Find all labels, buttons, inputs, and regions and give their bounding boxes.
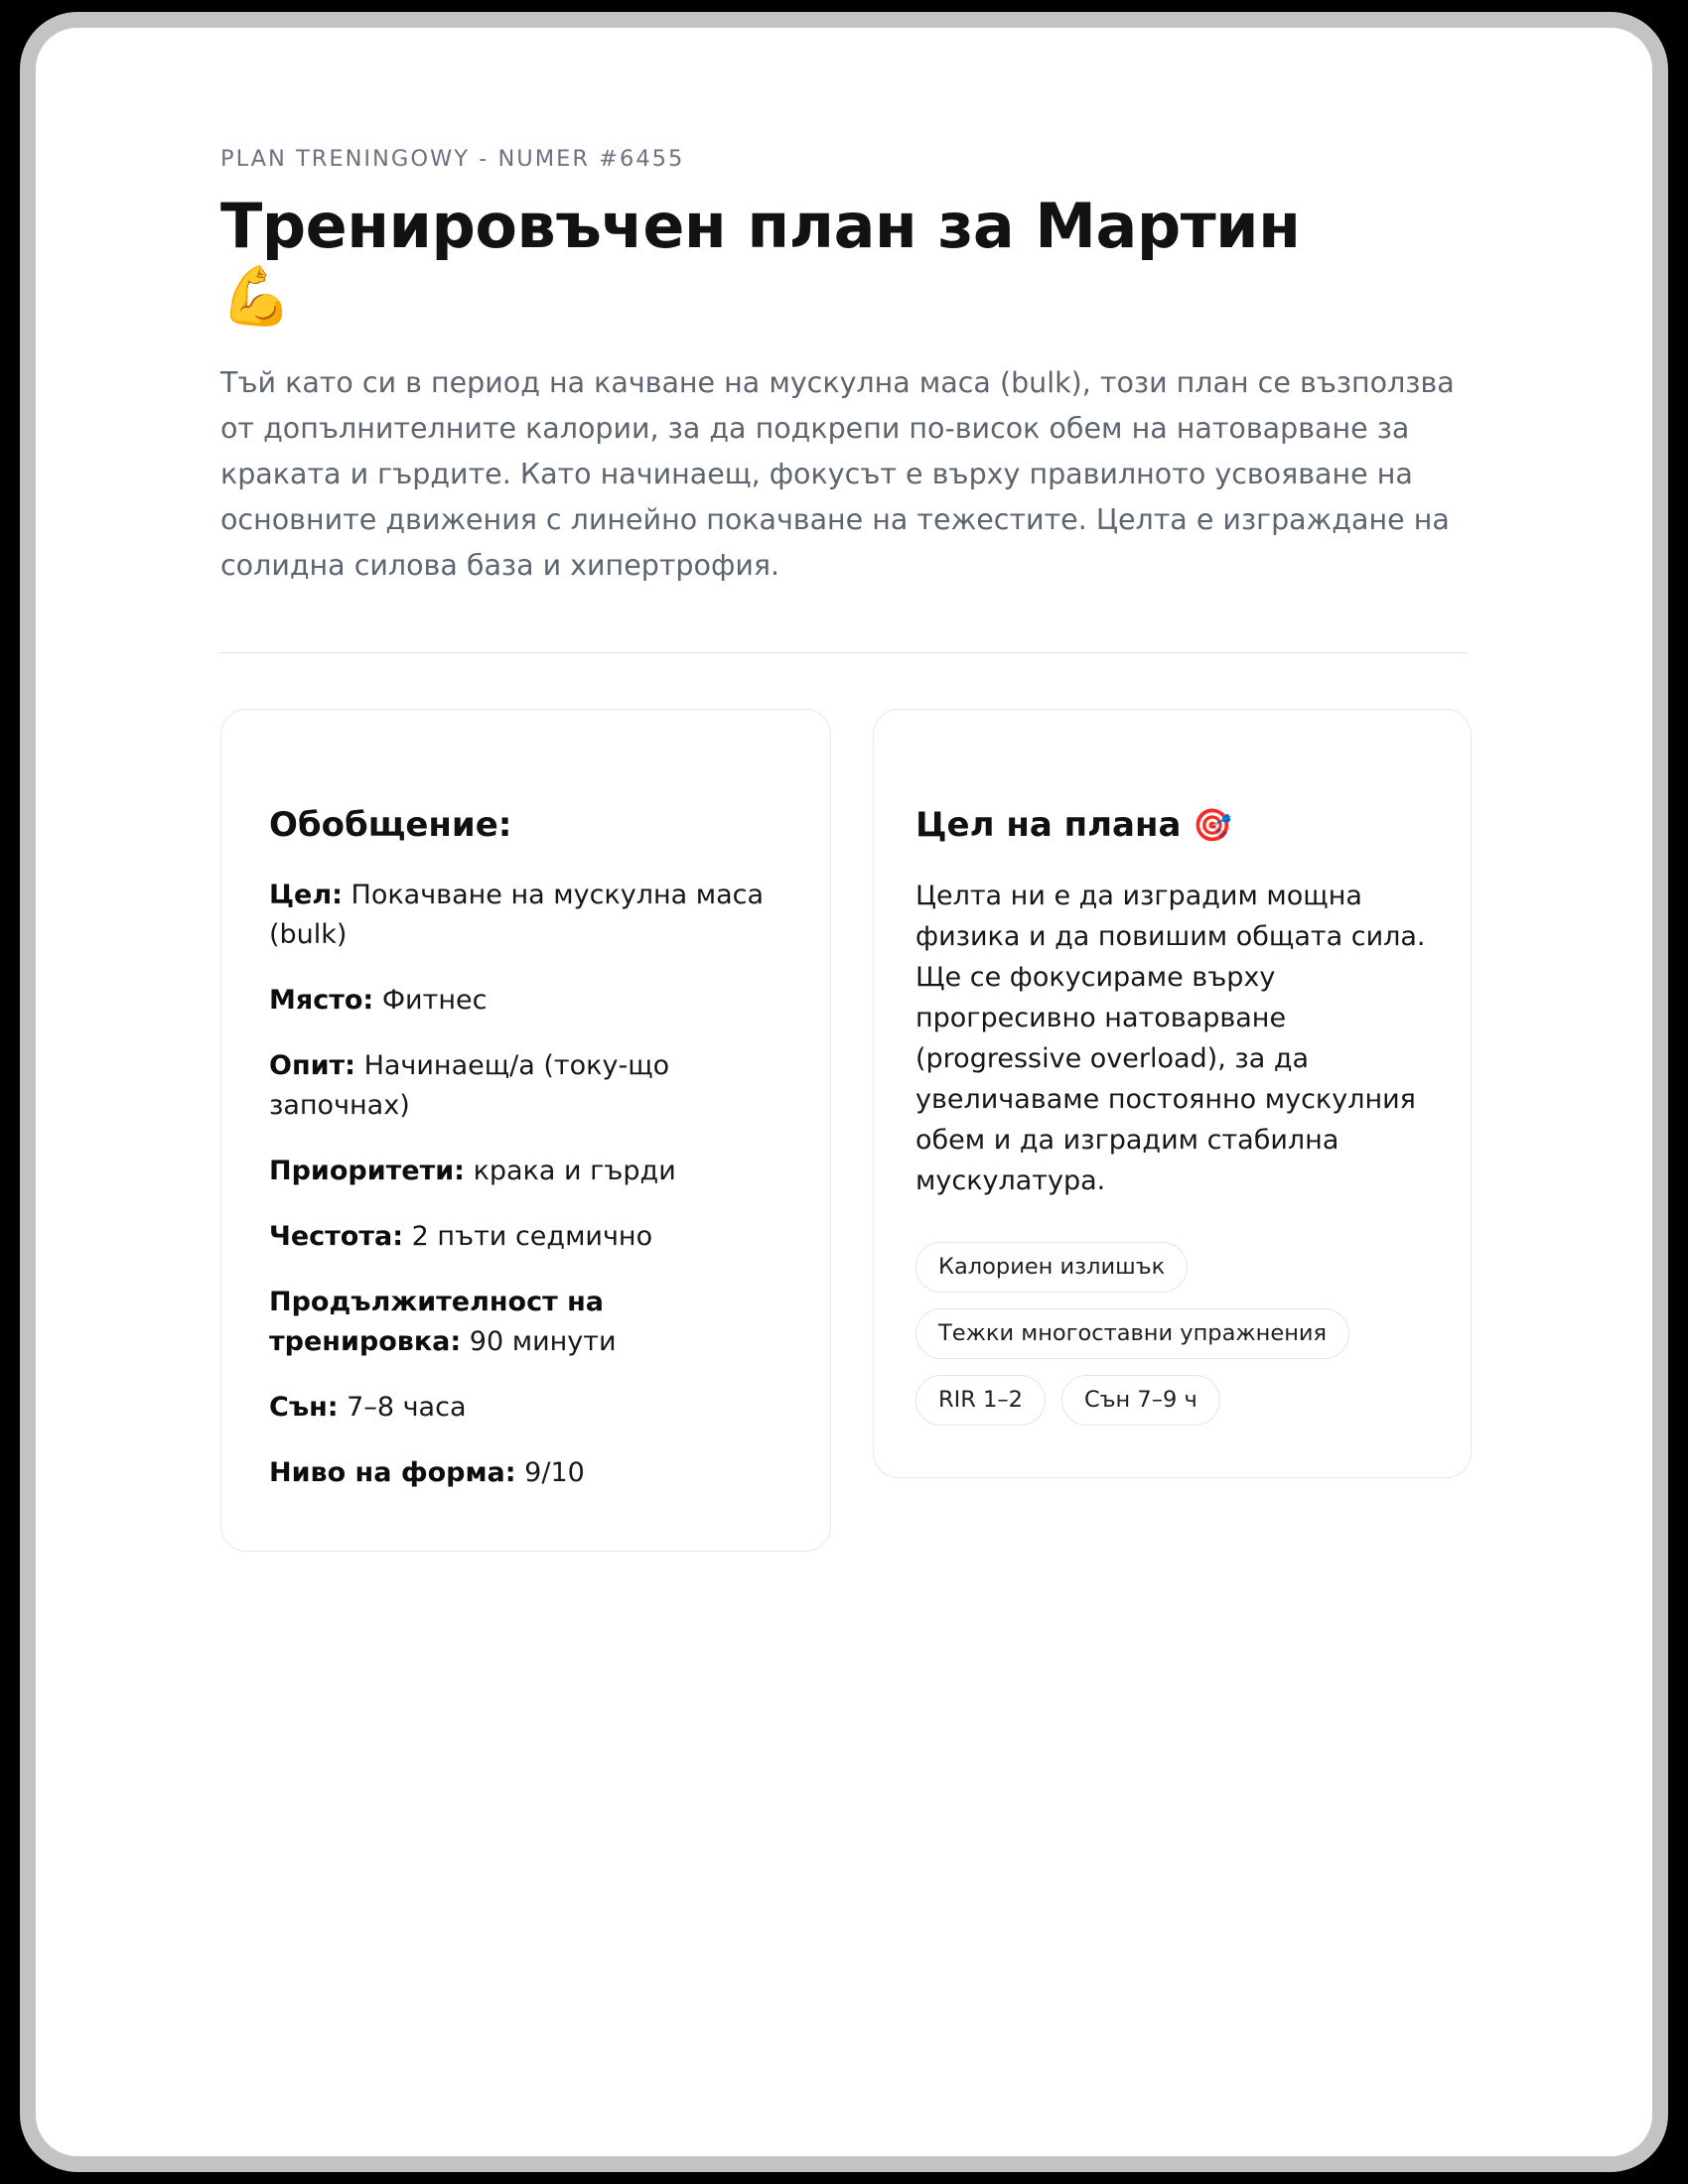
summary-item-value: 9/10 — [524, 1456, 585, 1488]
summary-item — [269, 1283, 782, 1362]
summary-item — [269, 876, 782, 955]
plan-kicker: PLAN TRENINGOWY - NUMER #6455 — [220, 146, 685, 172]
summary-item — [269, 1453, 782, 1493]
goal-tag[interactable]: Сън 7–9 ч — [1061, 1375, 1220, 1426]
summary-item-label: Цел: — [269, 880, 343, 911]
summary-item-label: Продължителност на тренировка: — [269, 1286, 604, 1357]
target-icon: 🎯 — [1193, 806, 1233, 845]
summary-item-label: Сън: — [269, 1391, 339, 1423]
page-content — [36, 28, 1652, 1552]
summary-item — [269, 1217, 782, 1257]
summary-card-title: Обобщение: — [269, 805, 512, 846]
summary-item-label: Място: — [269, 985, 374, 1017]
goal-card — [873, 709, 1472, 1477]
page-title-text: Тренировъчен план за Мартин — [220, 190, 1301, 263]
summary-item — [269, 981, 782, 1021]
summary-item-value: Фитнес — [381, 985, 488, 1017]
summary-item — [269, 1152, 782, 1191]
goal-tag[interactable]: Калориен излишък — [915, 1242, 1188, 1293]
summary-item-label: Ниво на форма: — [269, 1456, 516, 1488]
section-divider — [220, 652, 1467, 653]
page-title — [220, 190, 1511, 330]
goal-tag[interactable]: Тежки многоставни упражнения — [915, 1308, 1349, 1359]
cards-row — [220, 709, 1472, 1551]
intro-paragraph: Тъй като си в период на качване на мускулна маса (bulk), този план се възползва от допълнителните калории, за да подкрепи по-висок обем на натоварване за краката и гърдите. Като начинаещ, фокусът е върху правилното усвояване на основните движения с линейно покачване на тежестите. Целта е изграждане на солидна силова база и хипертрофия. — [220, 365, 1455, 583]
summary-item-label: Опит: — [269, 1050, 355, 1082]
summary-item — [269, 1046, 782, 1126]
flexed-biceps-icon: 💪 — [220, 261, 292, 330]
goal-tag-list — [915, 1242, 1342, 1426]
summary-item-value: 90 минути — [469, 1325, 617, 1357]
summary-item-value: Начинаещ/а (току-що започнах) — [269, 1050, 670, 1122]
summary-item-value: крака и гърди — [473, 1156, 676, 1187]
summary-item — [269, 1388, 782, 1428]
summary-item-value: 2 пъти седмично — [411, 1220, 653, 1252]
goal-card-title-text: Цел на плана — [915, 805, 1182, 846]
summary-item-label: Честота: — [269, 1220, 403, 1252]
summary-item-value: 7–8 часа — [347, 1391, 467, 1423]
device-frame — [20, 12, 1668, 2172]
summary-item-value: Покачване на мускулна маса (bulk) — [269, 880, 765, 951]
document-page — [36, 28, 1652, 2156]
goal-tag[interactable]: RIR 1–2 — [915, 1375, 1046, 1426]
summary-card — [220, 709, 831, 1551]
goal-description: Целта ни е да изградим мощна физика и да повишим общата сила. Ще се фокусираме върху прогресивно натоварване (progressive overload), за да увеличаваме постоянно мускулния обем и да изградим стабилна мускулатура. — [915, 881, 1426, 1197]
summary-item-label: Приоритети: — [269, 1156, 465, 1187]
goal-card-title — [915, 805, 1429, 846]
